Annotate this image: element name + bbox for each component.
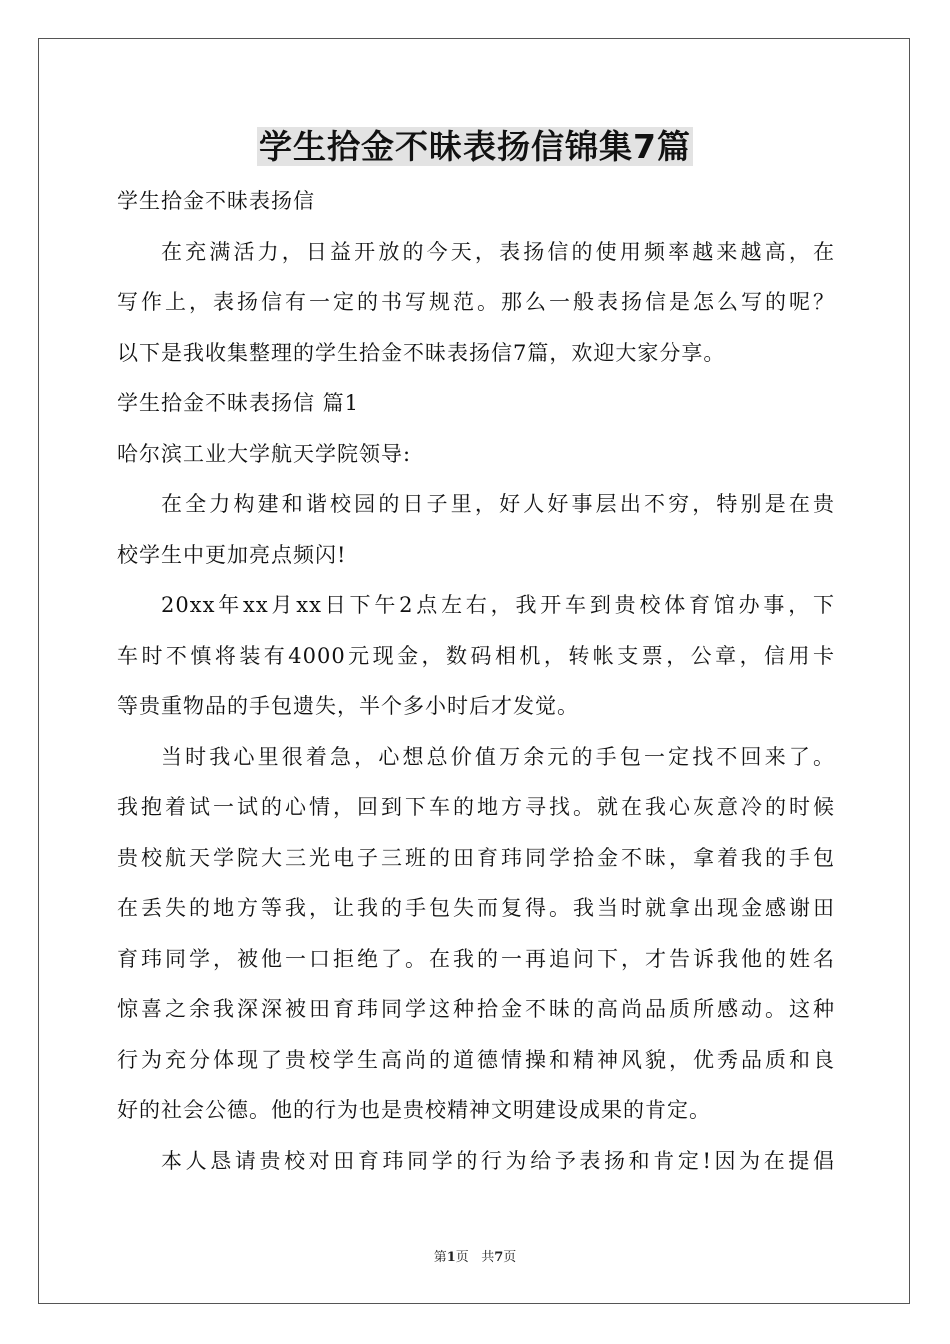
- body-line: 贵校航天学院大三光电子三班的田育玮同学拾金不昧，拿着我的手包: [117, 845, 835, 870]
- body-line: 惊喜之余我深深被田育玮同学这种拾金不昧的高尚品质所感动。这种: [117, 997, 835, 1021]
- body-line: 在丢失的地方等我，让我的手包失而复得。我当时就拿出现金感谢田: [117, 896, 835, 920]
- body-line: 行为充分体现了贵校学生高尚的道德情操和精神风貌，优秀品质和良: [117, 1047, 835, 1072]
- page-total: 7: [494, 1250, 504, 1265]
- page-label-prefix: 第: [433, 1250, 447, 1265]
- body-line: 等贵重物品的手包遗失，半个多小时后才发觉。: [117, 694, 579, 718]
- body-line: 在全力构建和谐校园的日子里，好人好事层出不穷，特别是在贵: [161, 492, 835, 516]
- body-line: 好的社会公德。他的行为也是贵校精神文明建设成果的肯定。: [117, 1098, 711, 1122]
- document-title-text: 学生拾金不昧表扬信锦集7篇: [259, 127, 691, 166]
- body-line: 以下是我收集整理的学生拾金不昧表扬信7篇，欢迎大家分享。: [117, 340, 726, 365]
- body-line: 本人恳请贵校对田育玮同学的行为给予表扬和肯定!因为在提倡: [161, 1148, 835, 1173]
- body-line: 车时不慎将装有4000元现金，数码相机，转帐支票，公章，信用卡: [117, 643, 835, 668]
- body-line: 当时我心里很着急，心想总价值万余元的手包一定找不回来了。: [161, 744, 835, 769]
- body-line: 学生拾金不昧表扬信 篇1: [117, 391, 360, 415]
- page-footer: [0, 1246, 950, 1265]
- page-number: 1: [446, 1250, 456, 1265]
- body-line: 我抱着试一试的心情，回到下车的地方寻找。就在我心灰意冷的时候: [117, 795, 835, 819]
- total-label-suffix: 页: [503, 1250, 517, 1265]
- document-body: [117, 176, 835, 1186]
- body-line: 学生拾金不昧表扬信: [117, 189, 315, 213]
- page-label-suffix: 页: [455, 1250, 469, 1265]
- body-line: 哈尔滨工业大学航天学院领导:: [117, 441, 412, 466]
- total-label-prefix: 共: [481, 1250, 495, 1265]
- body-line: 20xx年xx月xx日下午2点左右，我开车到贵校体育馆办事，下: [161, 593, 835, 617]
- body-line: 育玮同学，被他一口拒绝了。在我的一再追问下，才告诉我他的姓名: [117, 946, 835, 971]
- body-line: 在充满活力，日益开放的今天，表扬信的使用频率越来越高，在: [161, 239, 835, 264]
- body-line: 写作上，表扬信有一定的书写规范。那么一般表扬信是怎么写的呢？: [117, 290, 835, 314]
- document-title: [0, 122, 950, 172]
- body-line: 校学生中更加亮点频闪!: [117, 542, 347, 567]
